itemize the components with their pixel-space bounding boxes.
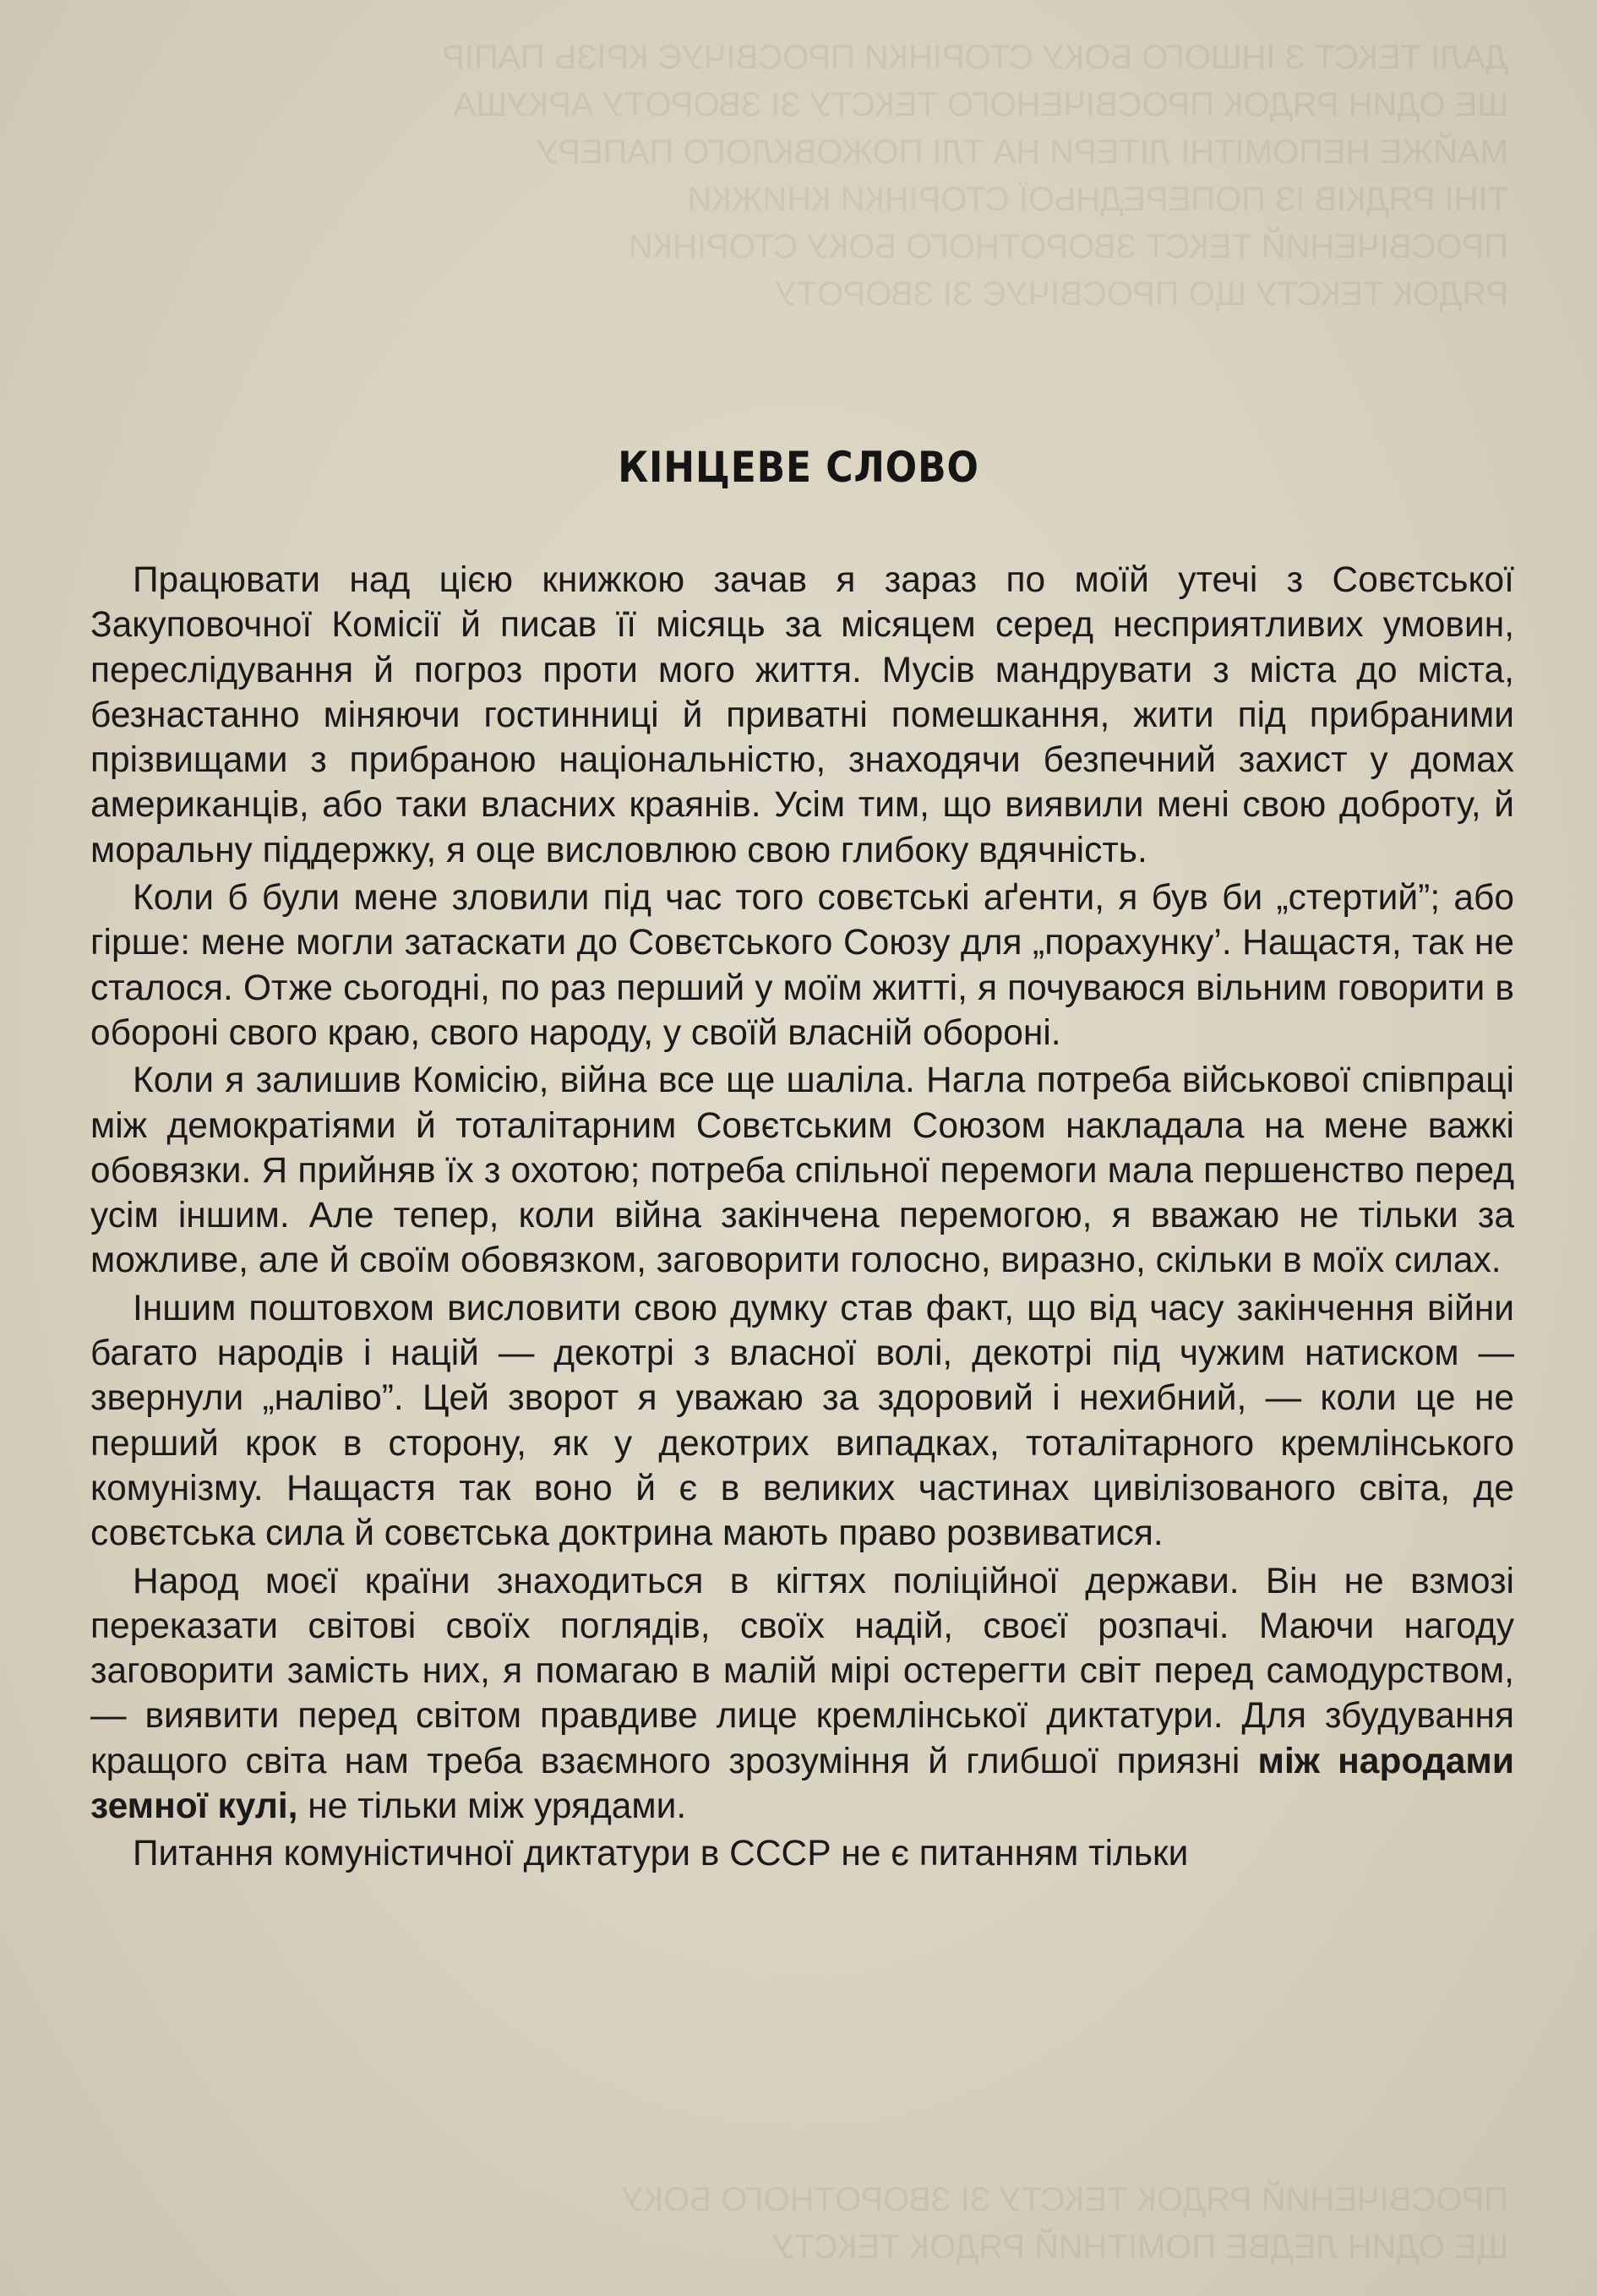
paragraph-5: [90, 1559, 1514, 1830]
paragraph-5-bold-phrase: між народами земної кулі,: [90, 1741, 1514, 1827]
bleed-through-text-bottom: ПРОСВІЧЕНИЙ РЯДОК ТЕКСТУ ЗІ ЗВОРОТНОГО БОКУ ЩЕ ОДИН ЛЕДВЕ ПОМІТНИЙ РЯДОК ТЕКСТУ: [621, 2181, 1508, 2266]
chapter-title: КІНЦЕВЕ СЛОВО: [618, 442, 979, 492]
chapter-body: [90, 558, 1514, 1879]
paragraph-5-text: Народ моєї країни знаходиться в кігтях поліційної держави. Він не взмозі переказати світові своїх поглядів, своїх надій, своєї розпачі. Маючи нагоду заговорити замість них, я помагаю в малій мірі остерегти світ перед самодурством, — виявити перед світом правдиве лице кремлінської диктатури. Для збудування кращого світа нам треба взаємного зрозуміння й глибшої приязні: [90, 1561, 1514, 1781]
paragraph-5-ending: не тільки між урядами.: [297, 1786, 687, 1827]
paragraph-6: Питання комуністичної диктатури в СССР не є питанням тільки: [133, 1834, 1189, 1874]
paragraph-1: Працювати над цією книжкою зачав я зараз по моїй утечі з Совєтської Закуповочної Комісії й писав її місяць за місяцем серед несприятливих умовин, переслідування й погроз проти мого життя. Мусів мандрувати з міста до міста, безнастанно міняючи гостинниці й приватні помешкання, жити під прибраними прізвищами з прибраною національністю, знаходячи безпечний захист у домах американців, або таки власних краянів. Усім тим, що виявили мені свою доброту, й моральну піддержку, я оце висловлюю свою глибоку вдячність.: [90, 560, 1514, 870]
paragraph-3: Коли я залишив Комісію, війна все ще шаліла. Нагла потреба військової співпраці між демократіями й тоталітарним Совєтським Союзом накладала на мене важкі обовязки. Я прийняв їх з охотою; потреба спільної перемоги мала першенство перед усім іншим. Але тепер, коли війна закінчена перемогою, я вважаю не тільки за можливе, але й своїм обовязком, заговорити голосно, виразно, скільки в моїх силах.: [90, 1061, 1514, 1281]
bleed-through-text-top: ДАЛІ ТЕКСТ З ІНШОГО БОКУ СТОРІНКИ ПРОСВІЧУЄ КРІЗЬ ПАПІР ШЕ ОДИН РЯДОК ПРОСВІЧЕНОГО ТЕКСТУ ЗІ ЗВОРОТУ АРКУША МАЙЖЕ НЕПОМІТНІ ЛІТЕРИ НА ТЛІ ПОЖОВКЛОГО ПАПЕРУ ТІНІ РЯДКІВ ІЗ ПОПЕРЕДНЬОЇ СТОРІНКИ КНИЖКИ ПРОСВІЧЕНИЙ ТЕКСТ ЗВОРОТНОГО БОКУ СТОРІНКИ РЯДОК ТЕКСТУ ЩО ПРОСВІЧУЄ ЗІ ЗВОРОТУ: [442, 39, 1508, 313]
paragraph-4: Іншим поштовхом висловити свою думку став факт, що від часу закінчення війни багато народів і націй — декотрі з власної волі, декотрі під чужим натиском — звернули „наліво”. Цей зворот я уважаю за здоровий і нехибний, — коли це не перший крок в сторону, як у декотрих випадках, тоталітарного кремлінськoго комунізму. Нащастя так воно й є в великих частинах цивілізованого світа, де совєтська сила й совєтська доктрина мають право розвиватися.: [90, 1288, 1514, 1554]
paragraph-2: Коли б були мене зловили під час того совєтські аґенти, я був би „стертий”; або гірше: мене могли затаскати до Совєтського Союзу для „порахунку’. Нащастя, так не сталося. Отже сьогодні, по раз перший у моїм житті, я почуваюся вільним говорити в обороні свого краю, свого народу, у своїй власній обороні.: [90, 878, 1514, 1053]
